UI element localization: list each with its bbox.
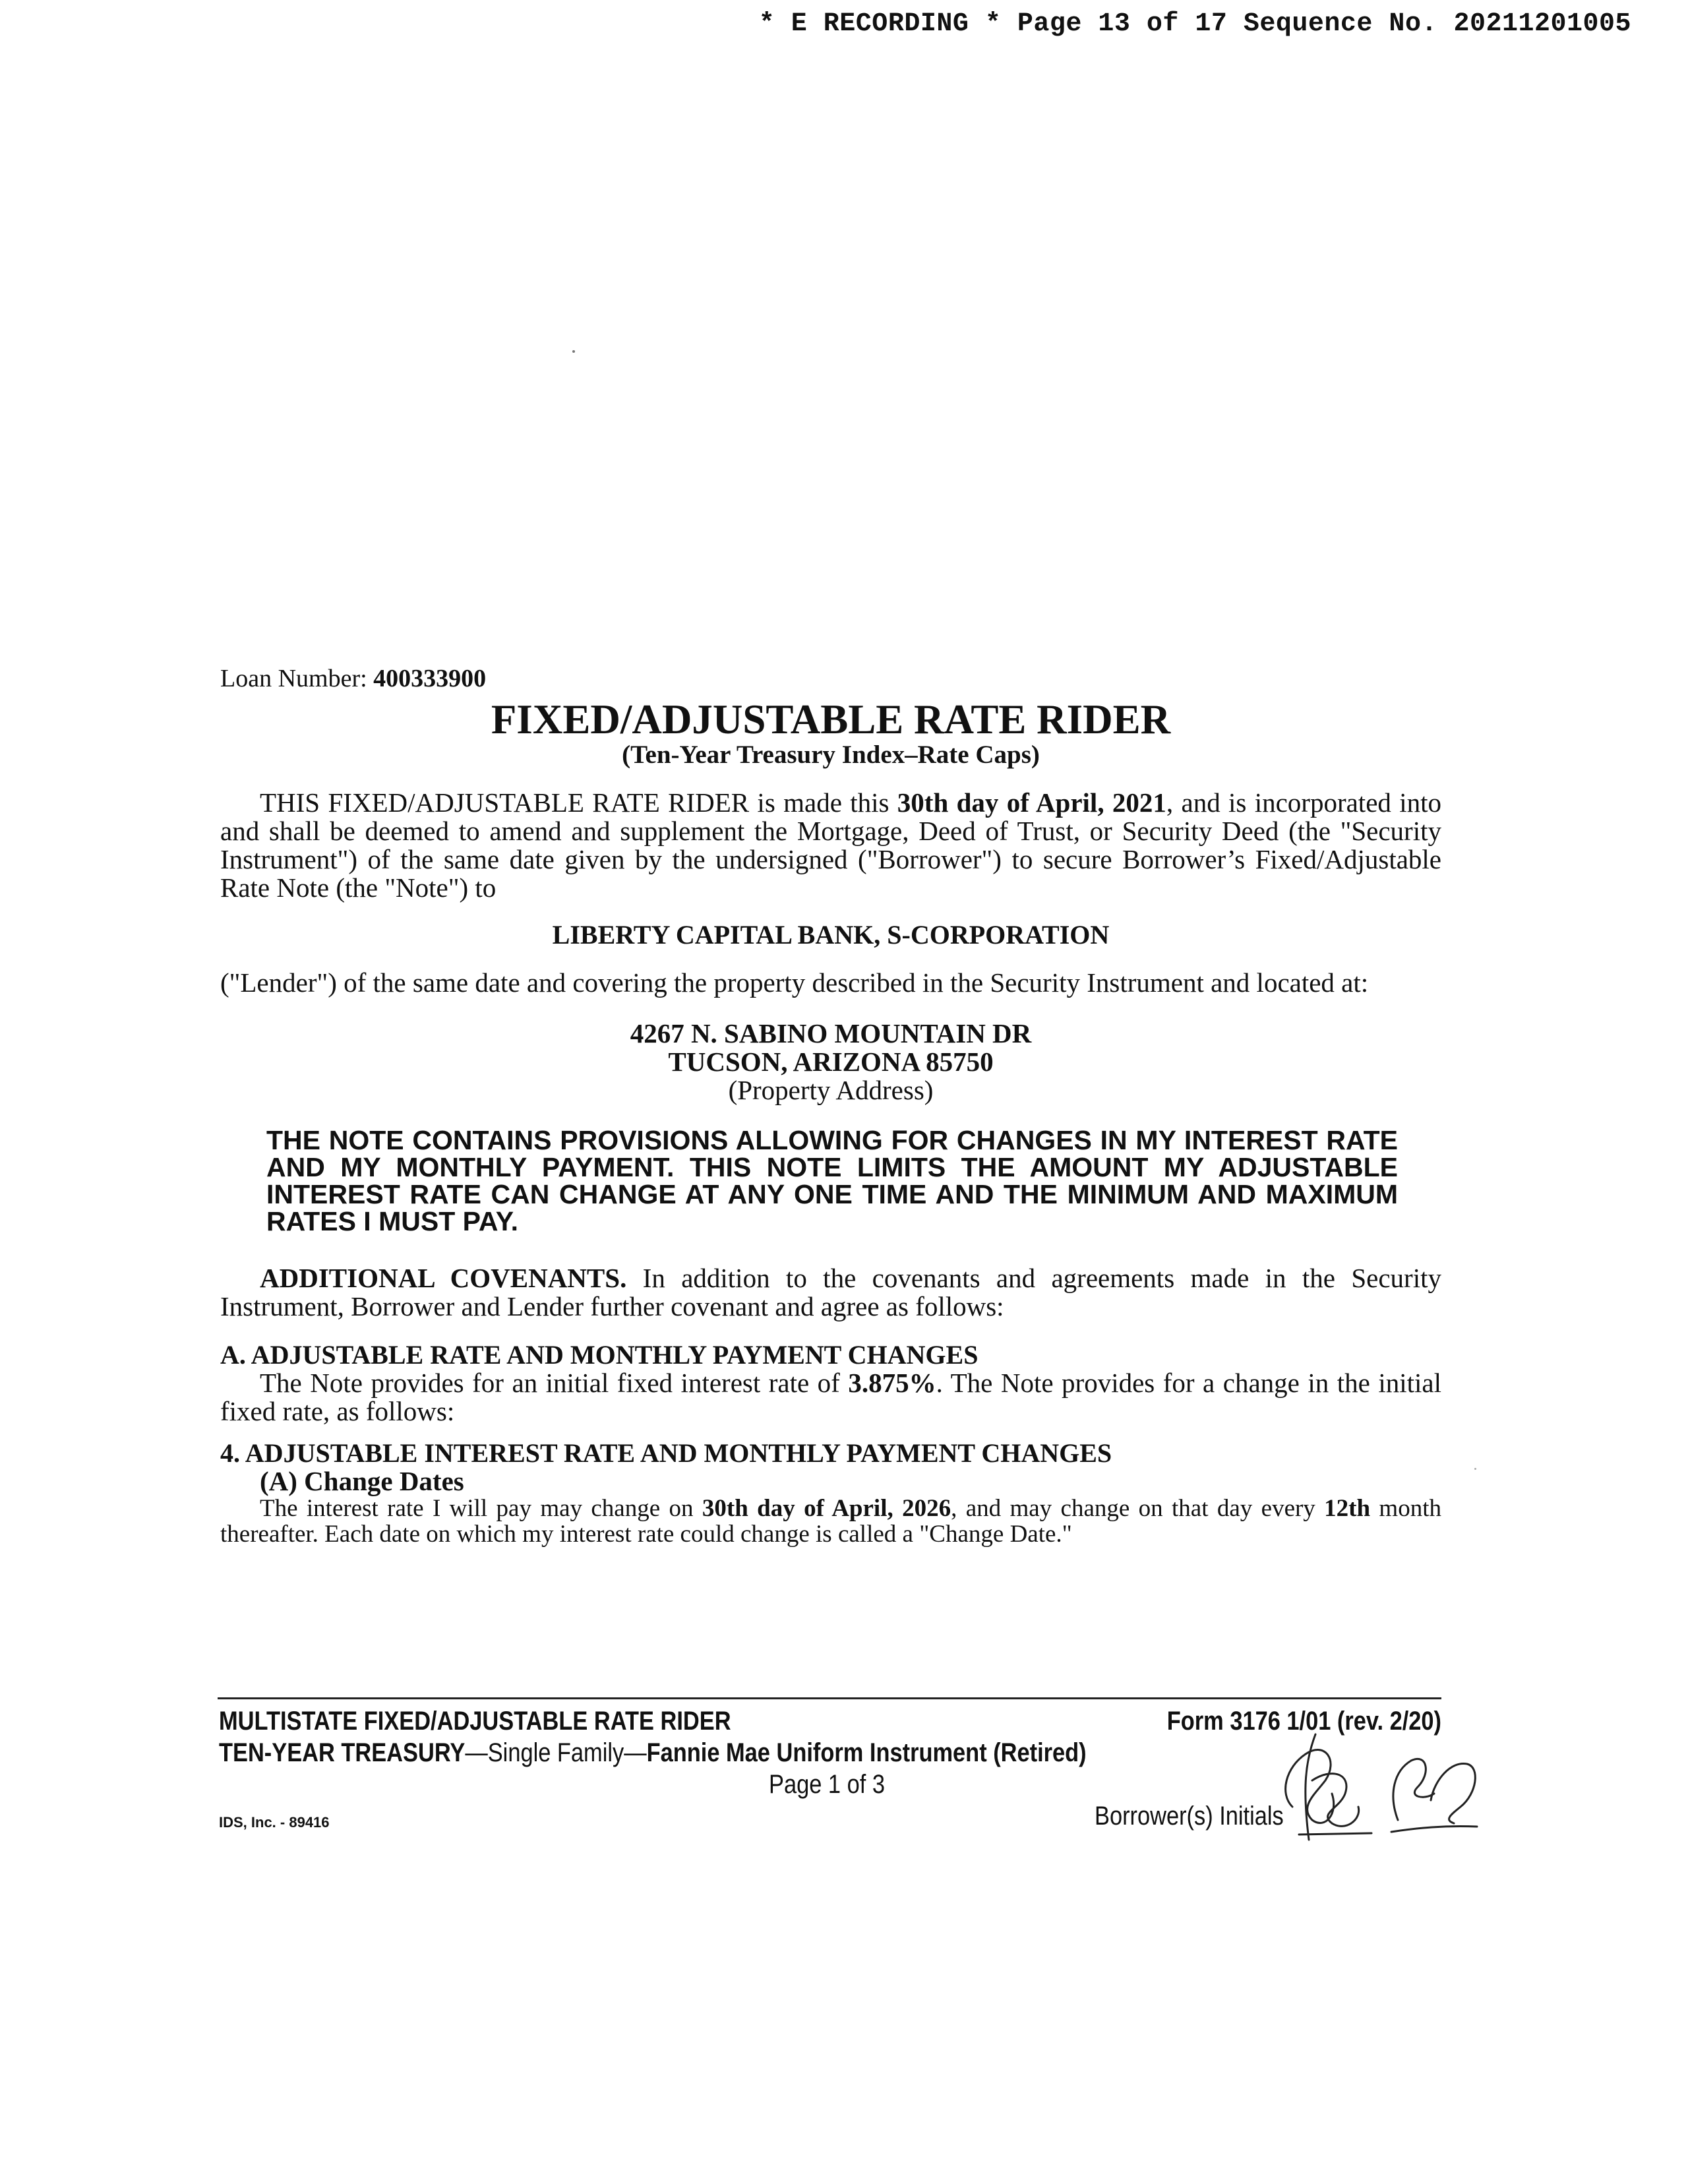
initials-stroke-5: [1393, 1759, 1434, 1820]
footer-form-title: MULTISTATE FIXED/ADJUSTABLE RATE RIDER: [219, 1707, 731, 1736]
address-line-1: 4267 N. SABINO MOUNTAIN DR: [630, 1018, 1032, 1048]
address-line-2: TUCSON, ARIZONA 85750: [668, 1046, 994, 1077]
first-change-date: 30th day of April, 2026: [702, 1495, 951, 1522]
recording-stamp: * E RECORDING * Page 13 of 17 Sequence No. 20211201005: [758, 9, 1631, 39]
property-address: [220, 1019, 1441, 1105]
scan-speck: [572, 350, 575, 353]
footer-divider: [218, 1697, 1441, 1699]
scan-speck: [1474, 1468, 1476, 1470]
initials-stroke-1: [1286, 1750, 1334, 1823]
footer-initials-label: Borrower(s) Initials: [1095, 1802, 1284, 1831]
initial-rate: 3.875%: [848, 1368, 936, 1398]
footer-page-number: Page 1 of 3: [769, 1770, 885, 1799]
covenants-label: ADDITIONAL COVENANTS.: [260, 1263, 627, 1293]
note-provisions-notice: THE NOTE CONTAINS PROVISIONS ALLOWING FOR CHANGES IN MY INTEREST RATE AND MY MONTHLY PAYMENT. THIS NOTE LIMITS THE AMOUNT MY ADJUSTABLE INTEREST RATE CAN CHANGE AT ANY ONE TIME AND THE MINIMUM AND MAXIMUM RATES I MUST PAY.: [266, 1125, 1398, 1236]
change-dates-text: The interest rate I will pay may change on 30th day of April, 2026, and may change on that day every 12th month thereafter. Each date on which my interest rate could change is called a "Change Date.": [220, 1495, 1441, 1548]
loan-number-line: Loan Number: 400333900: [220, 665, 487, 692]
borrower-initials-signature: [1253, 1714, 1490, 1853]
initials-stroke-3: [1312, 1774, 1359, 1827]
lender-name: LIBERTY CAPITAL BANK, S-CORPORATION: [552, 920, 1110, 950]
document-title: FIXED/ADJUSTABLE RATE RIDER: [491, 696, 1171, 743]
rider-date: 30th day of April, 2021: [897, 787, 1166, 818]
section-a-heading: A. ADJUSTABLE RATE AND MONTHLY PAYMENT CHANGES: [220, 1340, 979, 1370]
address-label: (Property Address): [728, 1075, 934, 1105]
document-body: [220, 665, 1441, 1547]
section-a-text: The Note provides for an initial fixed interest rate of 3.875%. The Note provides for a change in the initial fixed rate, as follows:: [220, 1368, 1441, 1426]
footer-instrument-line: TEN-YEAR TREASURY—Single Family—Fannie Mae Uniform Instrument (Retired): [219, 1738, 1087, 1767]
initials-stroke-7: [1391, 1826, 1477, 1832]
loan-number: 400333900: [373, 665, 487, 692]
initials-stroke-4: [1299, 1833, 1372, 1835]
document-subtitle: (Ten-Year Treasury Index–Rate Caps): [622, 741, 1040, 769]
additional-covenants: ADDITIONAL COVENANTS. In addition to the covenants and agreements made in the Security Instrument, Borrower and Lender further covenant and agree as follows:: [220, 1263, 1441, 1321]
change-interval: 12th: [1324, 1495, 1371, 1522]
section-4-heading: 4. ADJUSTABLE INTEREST RATE AND MONTHLY PAYMENT CHANGES: [220, 1438, 1112, 1468]
initials-stroke-6: [1431, 1763, 1475, 1823]
lender-paragraph: ("Lender") of the same date and covering the property described in the Security Instrument and located at:: [220, 967, 1369, 998]
section-4a-heading: (A) Change Dates: [260, 1466, 464, 1496]
footer-ids: IDS, Inc. - 89416: [219, 1814, 330, 1831]
footer-form-number: Form 3176 1/01 (rev. 2/20): [1166, 1707, 1441, 1736]
intro-paragraph: THIS FIXED/ADJUSTABLE RATE RIDER is made this 30th day of April, 2021, and is incorporated into and shall be deemed to amend and supplement the Mortgage, Deed of Trust, or Security Deed (the "Security Instrument") of the same date given by the undersigned ("Borrower") to secure Borrower’s Fixed/Adjustable Rate Note (the "Note") to: [220, 787, 1442, 903]
